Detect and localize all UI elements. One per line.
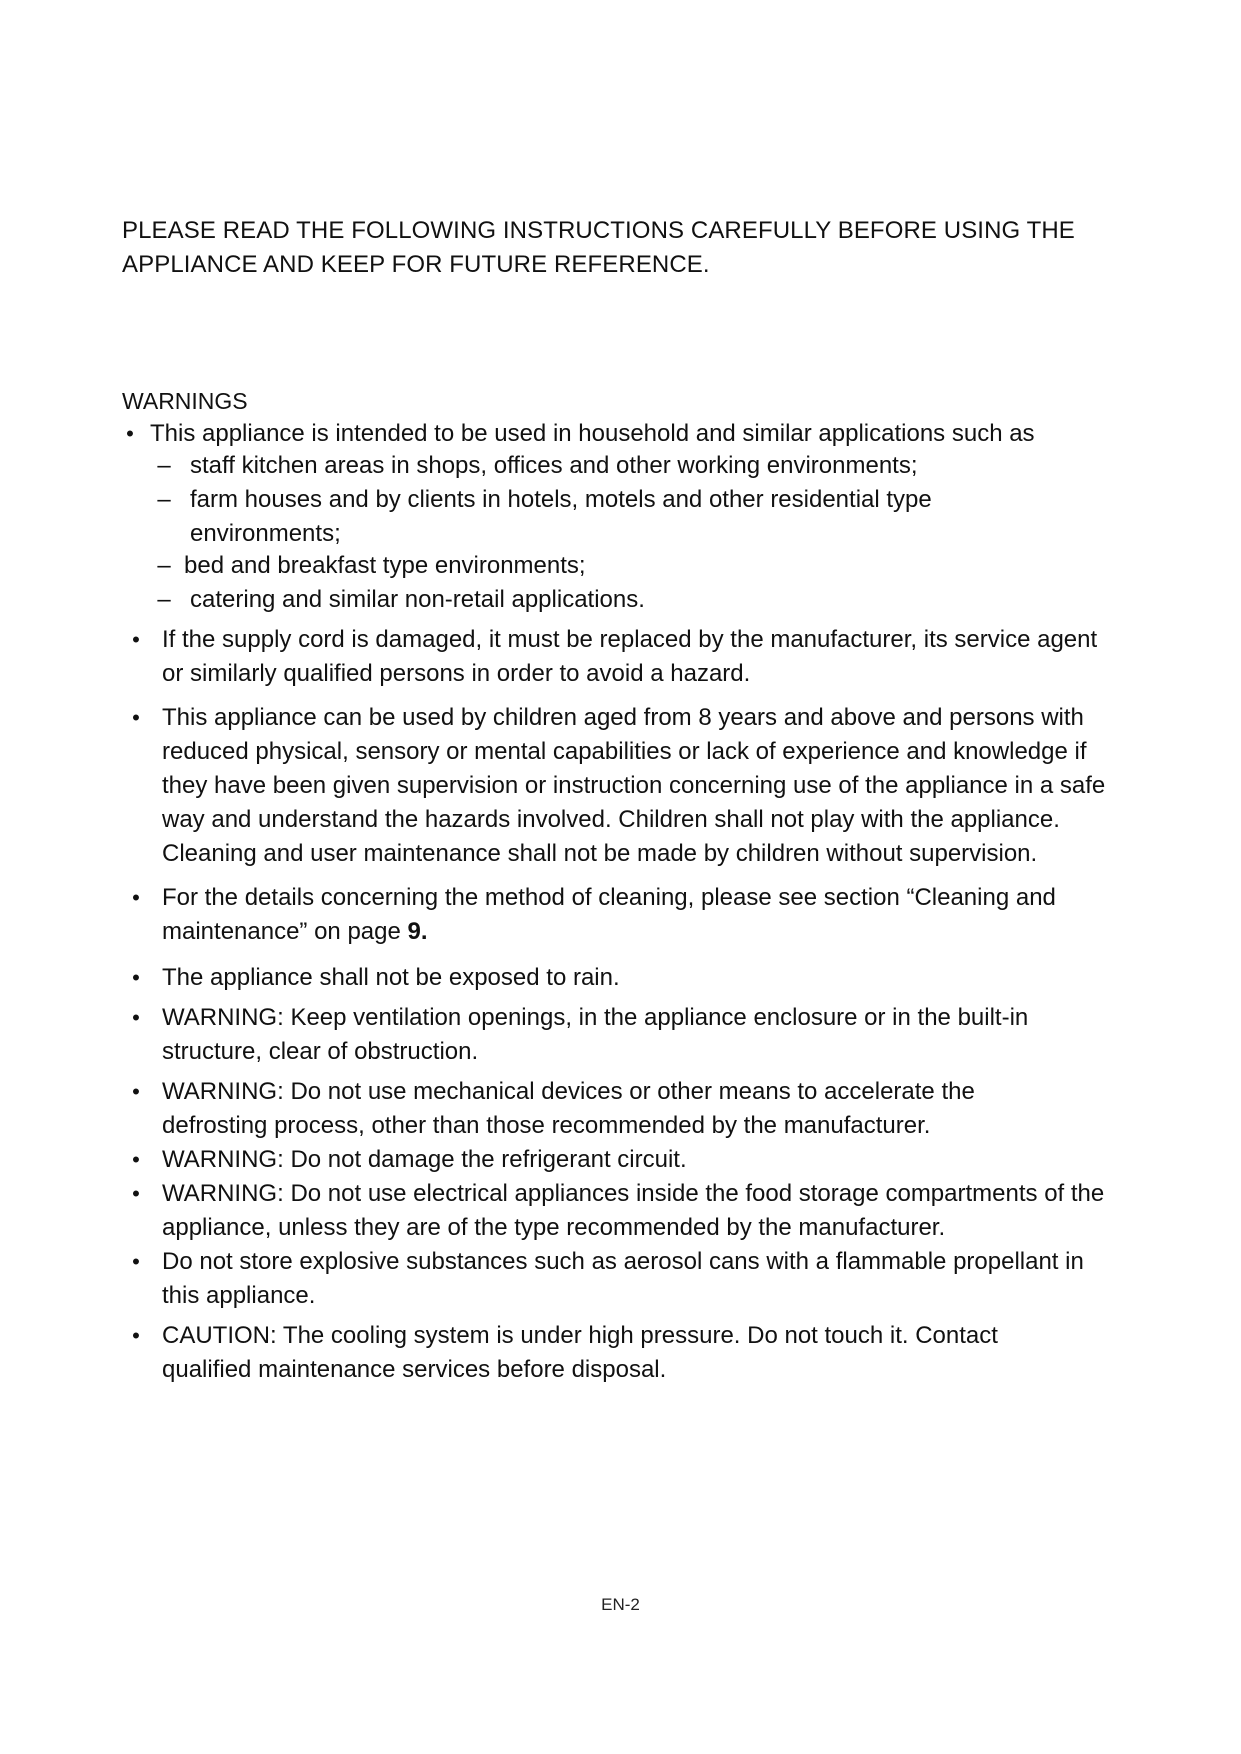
bullet-icon: •: [132, 1323, 140, 1348]
sub-item: [122, 583, 1132, 617]
warning-item: [122, 1319, 1092, 1387]
bullet-icon: •: [132, 627, 140, 652]
sub-item: [122, 449, 1132, 483]
bullet-icon: •: [132, 1249, 140, 1274]
warning-text: CAUTION: The cooling system is under high pressure. Do not touch it. Contact qualified maintenance services before disposal.: [162, 1322, 998, 1383]
warning-item: [122, 1001, 1122, 1069]
warnings-list: [122, 417, 1132, 1387]
bullet-icon: •: [132, 1079, 140, 1104]
warning-text: WARNING: Keep ventilation openings, in the appliance enclosure or in the built-in structure, clear of obstruction.: [162, 1004, 1029, 1065]
warning-text: This appliance can be used by children aged from 8 years and above and persons with reduced physical, sensory or mental capabilities or lack of experience and knowledge if they have been given supervision or instruction concerning use of the appliance in a safe way and understand the hazards involved. Children shall not play with the appliance. Cleaning and user maintenance shall not be made by children without supervision.: [162, 704, 1106, 867]
page-number: EN-2: [601, 1595, 640, 1614]
bullet-icon: •: [132, 1181, 140, 1206]
warning-item: [122, 701, 1122, 871]
sub-item: [122, 483, 950, 551]
sub-item-text: farm houses and by clients in hotels, motels and other residential type environments;: [190, 486, 932, 547]
dash-icon: –: [157, 586, 171, 613]
sub-item-text: staff kitchen areas in shops, offices and other working environments;: [190, 452, 918, 479]
sub-item: [122, 549, 1132, 583]
cleaning-reference-text: For the details concerning the method of cleaning, please see section “Cleaning and maintenance” on page: [162, 884, 1056, 945]
warning-item: [122, 1177, 1122, 1245]
warning-text: If the supply cord is damaged, it must be replaced by the manufacturer, its service agent or similarly qualified persons in order to avoid a hazard.: [162, 626, 1098, 687]
warning-text: [162, 881, 1092, 949]
warning-item: [122, 623, 1112, 691]
warning-item: [122, 961, 1132, 995]
warning-item: [122, 1075, 1082, 1143]
bullet-icon: •: [132, 885, 140, 910]
bullet-icon: •: [132, 1147, 140, 1172]
warning-item: [122, 881, 1092, 949]
sub-item-text: catering and similar non-retail applications.: [190, 586, 645, 613]
warning-item: [122, 1245, 1122, 1313]
intro-line-1: PLEASE READ THE FOLLOWING INSTRUCTIONS CAREFULLY BEFORE USING THE: [122, 217, 1075, 244]
warning-text: WARNING: Do not use electrical appliances inside the food storage compartments of the appliance, unless they are of the type recommended by the manufacturer.: [162, 1180, 1105, 1241]
warning-item: [122, 417, 1132, 451]
bullet-icon: •: [132, 1005, 140, 1030]
bullet-icon: •: [132, 965, 140, 990]
warnings-heading: WARNINGS: [122, 388, 248, 414]
bullet-icon: •: [126, 421, 134, 446]
sub-item-text: bed and breakfast type environments;: [184, 552, 586, 579]
dash-icon: –: [157, 486, 171, 513]
warning-text: The appliance shall not be exposed to rain.: [162, 964, 620, 991]
warning-text: This appliance is intended to be used in household and similar applications such as: [150, 420, 1035, 447]
page-reference: 9.: [407, 918, 428, 945]
usage-sublist: [122, 449, 1132, 617]
warning-text: WARNING: Do not damage the refrigerant circuit.: [162, 1146, 687, 1173]
warning-item: [122, 1143, 1132, 1177]
intro-notice: [122, 214, 1122, 282]
warning-text: Do not store explosive substances such as aerosol cans with a flammable propellant in this appliance.: [162, 1248, 1084, 1309]
dash-icon: –: [157, 452, 171, 479]
dash-icon: –: [157, 552, 171, 579]
warning-text: WARNING: Do not use mechanical devices or other means to accelerate the defrosting process, other than those recommended by the manufacturer.: [162, 1078, 975, 1139]
intro-line-2: APPLIANCE AND KEEP FOR FUTURE REFERENCE.: [122, 251, 710, 278]
bullet-icon: •: [132, 705, 140, 730]
